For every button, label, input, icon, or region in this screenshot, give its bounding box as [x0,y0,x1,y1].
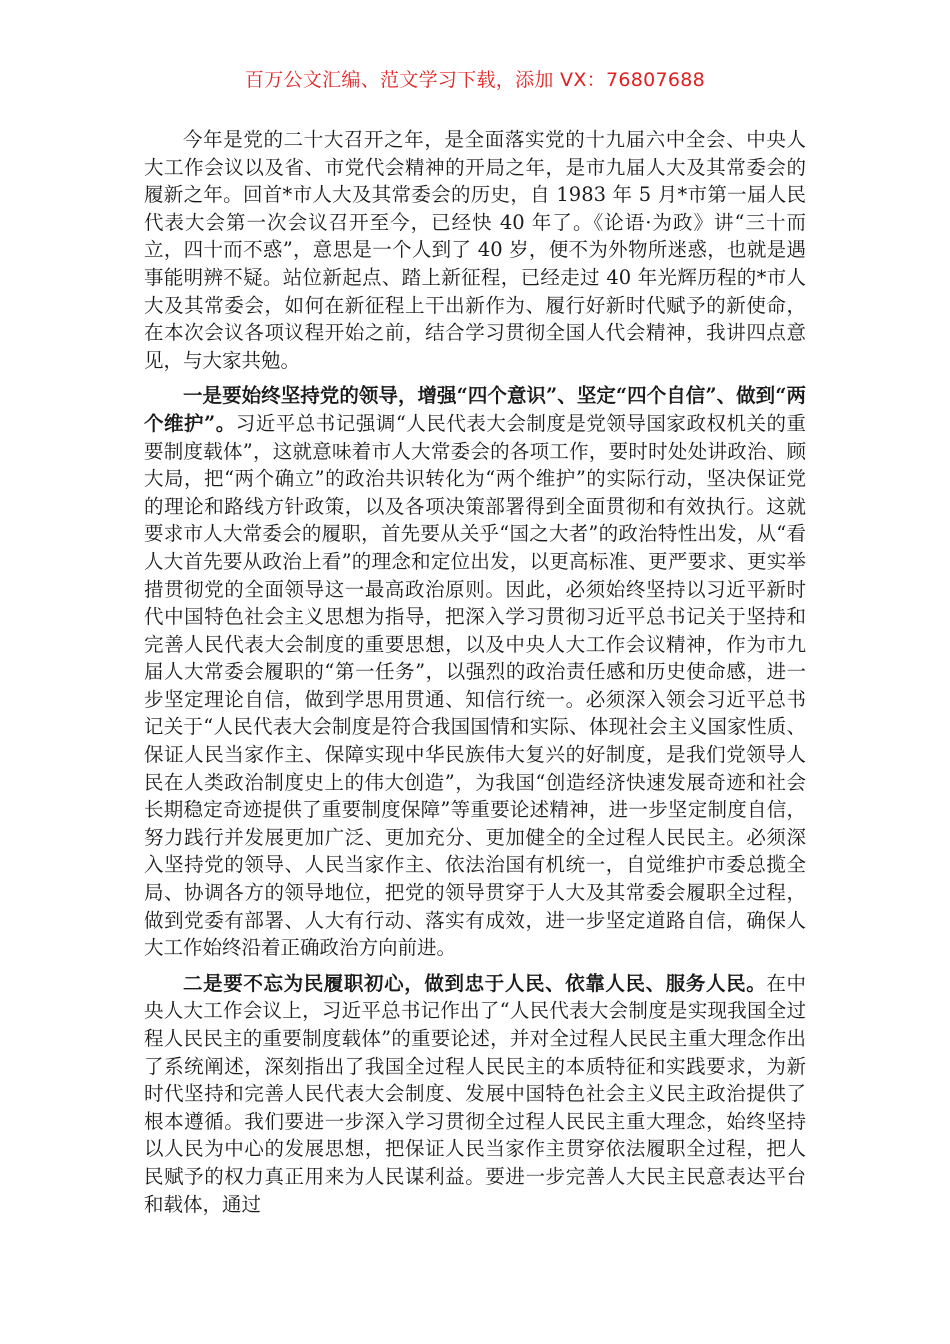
paragraph-text: 习近平总书记强调“人民代表大会制度是党领导国家政权机关的重要制度载体”，这就意味着市人大常委会的各项工作，要时时处处讲政治、顾大局，把“两个确立”的政治共识转化为“两个维护”的实际行动，坚决保证党的理论和路线方针政策，以及各项决策部署得到全面贯彻和有效执行。这就要求市人大常委会的履职，首先要从关乎“国之大者”的政治特性出发，从“看人大首先要从政治上看”的理念和定位出发，以更高标准、更严要求、更实举措贯彻党的全面领导这一最高政治原则。因此，必须始终坚持以习近平新时代中国特色社会主义思想为指导，把深入学习贯彻习近平总书记关于坚持和完善人民代表大会制度的重要思想，以及中央人大工作会议精神，作为市九届人大常委会履职的“第一任务”，以强烈的政治责任感和历史使命感，进一步坚定理论自信，做到学思用贯通、知信行统一。必须深入领会习近平总书记关于“人民代表大会制度是符合我国国情和实际、体现社会主义国家性质、保证人民当家作主、保障实现中华民族伟大复兴的好制度，是我们党领导人民在人类政治制度史上的伟大创造”，为我国“创造经济快速发展奇迹和社会长期稳定奇迹提供了重要制度保障”等重要论述精神，进一步坚定制度自信，努力践行并发展更加广泛、更加充分、更加健全的全过程人民民主。必须深入坚持党的领导、人民当家作主、依法治国有机统一，自觉维护市委总揽全局、协调各方的领导地位，把党的领导贯穿于人大及其常委会履职全过程，做到党委有部署、人大有行动、落实有成效，进一步坚定道路自信，确保人大工作始终沿着正确政治方向前进。 [144,411,806,960]
document-body [144,126,806,1226]
paragraph-point-two [144,970,806,1218]
paragraph-lead: 二是要不忘为民履职初心，做到忠于人民、依靠人民、服务人民。 [183,971,767,995]
paragraph-text: 今年是党的二十大召开之年，是全面落实党的十九届六中全会、中央人大工作会议以及省、市党代会精神的开局之年，是市九届人大及其常委会的履新之年。回首*市人大及其常委会的历史，自 1983 年 5 月*市第一届人民代表大会第一次会议召开至今，已经快 40 年了。《论语·为政》讲“三十而立，四十而不惑”，意思是一个人到了 40 岁，便不为外物所迷惑，也就是遇事能明辨不疑。站位新起点、踏上新征程，已经走过 40 年光辉历程的*市人大及其常委会，如何在新征程上干出新作为、履行好新时代赋予的新使命，在本次会议各项议程开始之前，结合学习贯彻全国人代会精神，我讲四点意见，与大家共勉。 [144,128,806,372]
paragraph-intro [144,126,806,374]
paragraph-lead: 一是要始终坚持党的领导，增强“四个意识”、坚定“四个自信”、做到“两个维护”。 [144,384,806,435]
header-watermark: 百万公文汇编、范文学习下载，添加 VX：76807688 [244,69,706,91]
paragraph-point-one [144,382,806,961]
paragraph-text: 在中央人大工作会议上，习近平总书记作出了“人民代表大会制度是实现我国全过程人民民主的重要制度载体”的重要论述，并对全过程人民民主重大理念作出了系统阐述，深刻指出了我国全过程人民民主的本质特征和实践要求，为新时代坚持和完善人民代表大会制度、发展中国特色社会主义民主政治提供了根本遵循。我们要进一步深入学习贯彻全过程人民民主重大理念，始终坚持以人民为中心的发展思想，把保证人民当家作主贯穿依法履职全过程，把人民赋予的权力真正用来为人民谋利益。要进一步完善人大民主民意表达平台和载体，通过 [144,971,806,1216]
